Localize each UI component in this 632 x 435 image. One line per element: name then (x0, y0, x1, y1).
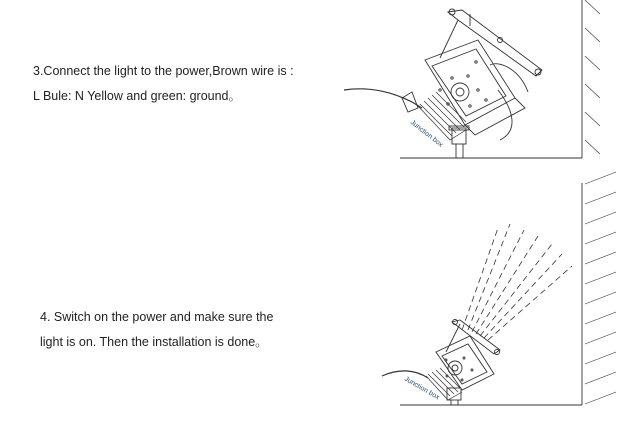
lamp-body-2 (436, 336, 494, 390)
junction-box-1 (449, 126, 469, 158)
step-3-line-2: L Bule: N Yellow and green: ground。 (33, 89, 242, 103)
junction-box-label-2: Junction box (403, 375, 441, 402)
light-beams (462, 224, 572, 340)
junction-box-label-1: Junction box (408, 119, 445, 149)
step-4-line-1: 4. Switch on the power and make sure the (40, 310, 274, 324)
wall-2 (400, 172, 616, 405)
step-4-line-2: light is on. Then the installation is done。 (40, 335, 268, 349)
figure-2-switch-on (382, 172, 616, 405)
mounting-bracket-1 (440, 9, 542, 76)
step-3-line-1: 3.Connect the light to the power,Brown wire is : (33, 64, 294, 78)
figure-1-connect-power (344, 0, 600, 158)
lamp-body-1 (425, 40, 528, 140)
power-cable-1 (344, 89, 422, 108)
